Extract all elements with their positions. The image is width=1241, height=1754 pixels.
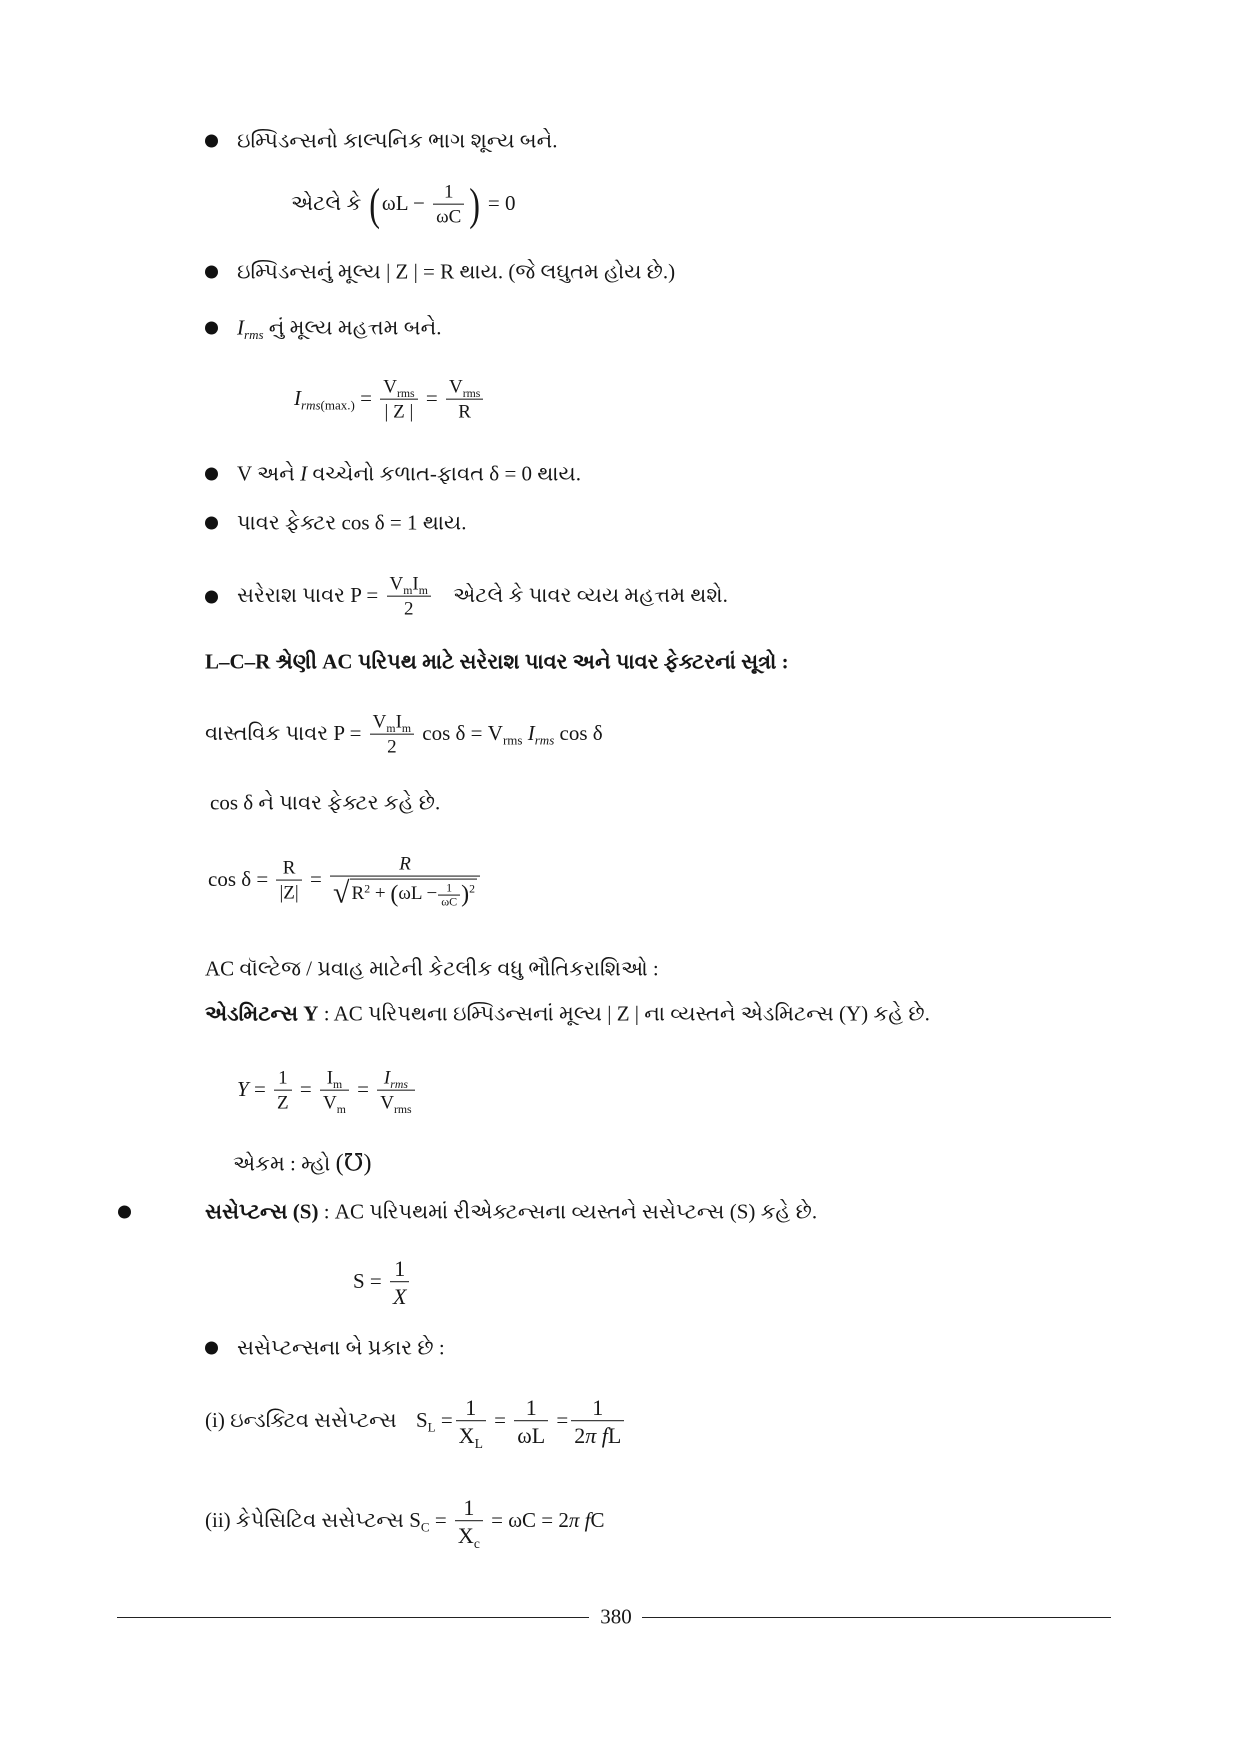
bullet-icon [205,468,218,481]
unit-text: એકમ : મ્હો [233,1151,331,1176]
bullet-item-text: સસેપ્ટન્સના બે પ્રકાર છે : [237,1335,445,1360]
subscript: rms [390,1077,408,1091]
math-expression: cos δ = 1 [341,510,418,535]
right-paren: ) [461,881,470,908]
numerator [446,377,483,399]
equals-sign: = [253,1076,266,1101]
bullet-item-irms-max [237,315,442,340]
section-heading [205,649,789,674]
current-symbol: I [326,1067,334,1089]
bullet-item-text: એટલે કે પાવર વ્યય મહત્તમ થશે. [453,582,728,607]
subscript: rms [393,1102,412,1116]
numerator: 1 [592,1395,604,1421]
denominator: |Z| [276,880,301,905]
numerator: 1 [525,1395,537,1421]
fraction [387,574,431,621]
equation-lhs: P = [350,582,379,607]
bullet-icon [118,1206,131,1219]
bullet-item-text: થાય. [422,510,467,535]
subscript: m [401,721,412,735]
bullet-item-text: ઇમ્પિડન્સનો કાલ્પનિક ભાગ શૂન્ય બને. [237,128,558,153]
numerator: 1 [463,1495,475,1521]
resonance-condition-equation [291,179,516,230]
numerator: 1 [446,880,453,895]
current-symbol: I [395,711,402,733]
subscript: rms [396,386,415,400]
equals-sign: = [357,1076,369,1101]
math-expression: cos δ = V [422,720,503,745]
reactance-symbol: X [458,1423,475,1449]
fraction [390,1256,409,1310]
bullet-item-impedance-value [237,259,675,284]
paragraph-text: AC વૉલ્ટેજ / પ્રવાહ માટેની કેટલીક વધુ ભૌતિકરાશિઓ : [205,956,659,981]
denominator [377,1090,414,1115]
equals-sign: = [556,1407,569,1432]
fraction [370,712,414,759]
numerator [387,574,431,596]
more-quantities-intro [205,956,659,981]
bullet-item-average-power [237,574,728,621]
bullet-item-power-factor [237,510,466,535]
numerator: 1 [443,181,454,203]
irms-max-equation [294,377,486,424]
denominator: | Z | [380,399,417,424]
denominator: X [390,1282,409,1310]
math-expression: | Z | = R [386,259,455,284]
term-label: સસેપ્ટન્સ (S) [205,1199,319,1224]
admittance-symbol: Y [237,1076,249,1101]
admittance-unit [233,1150,372,1179]
subscript: rms [462,386,481,400]
definition-text: : AC પરિપથના ઇમ્પિડન્સનાં મૂલ્ય | Z | ના વ્યસ્તને એડમિટન્સ (Y) કહે છે. [323,1001,930,1026]
subscript-rms: rms [301,397,321,413]
fraction [456,1395,486,1452]
denominator: ωC [438,894,460,908]
two: 2 [574,1423,586,1449]
capacitance-symbol: C [590,1507,605,1532]
fraction [320,1068,349,1115]
current-symbol: I [527,720,535,745]
equation-lhs: P = [333,720,362,745]
subscript: m [403,583,413,597]
math-expression: = ωC = 2 [491,1507,569,1532]
definition-text: : AC પરિપથમાં રીએક્ટન્સના વ્યસ્તને સસેપ્ટન્સ (S) કહે છે. [323,1199,818,1224]
superscript: 2 [469,882,475,896]
equals-sign: = [299,1076,312,1101]
fraction [380,377,417,424]
susceptance-definition [205,1199,817,1224]
subscript: L [474,1436,483,1452]
bullet-item-text: સરેરાશ પાવર [237,582,346,607]
subscript: c [473,1536,480,1552]
fraction [446,377,483,424]
voltage-symbol: V [383,376,397,398]
numerator [377,1068,414,1090]
bullet-icon [205,591,218,604]
bullet-item-susceptance-types [237,1335,445,1360]
susceptance-symbol: S [409,1507,421,1532]
bullet-icon [205,135,218,148]
subscript: rms [534,732,555,748]
right-paren: ) [469,179,481,230]
fraction [276,858,301,905]
admittance-equation [237,1068,418,1115]
denominator [320,1090,349,1115]
left-paren: ( [368,179,380,230]
subscript: m [418,583,428,597]
subscript [301,397,355,412]
numerator: 1 [465,1395,477,1421]
numerator [320,1068,349,1090]
bullet-item-text: V અને [237,461,295,486]
subscript: C [420,1519,430,1535]
subscript-max: (max.) [320,397,355,413]
fraction [571,1395,624,1449]
numerator [370,712,414,734]
denominator: 2 [370,734,414,759]
equation-rhs: = 0 [487,190,516,215]
current-symbol: I [383,1067,391,1089]
subscript: m [386,721,396,735]
denominator: ωL [514,1421,548,1449]
bullet-icon [205,322,218,335]
footer-rule-right [642,1617,1111,1618]
fraction [377,1068,414,1115]
heading-text: L–C–R શ્રેણી AC પરિપથ માટે સરેરાશ પાવર અને પાવર ફેક્ટરનાં સૂત્રો : [205,649,789,674]
equation-lhs: S = [353,1268,382,1293]
math-expression: cos δ [210,790,254,815]
denominator [330,875,480,908]
numerator: R [399,853,411,875]
susceptance-symbol: S [415,1407,428,1432]
current-symbol: I [300,461,308,486]
equals-sign: = [425,385,438,410]
equation-lead-text: વાસ્તવિક પાવર [205,720,329,745]
bullet-item-imaginary-part [237,128,558,153]
subscript: m [336,1102,346,1116]
subscript: m [333,1077,343,1091]
math-expression: δ = 0 [489,461,533,486]
power-factor-equation [208,854,483,909]
subscript: rms [244,326,264,342]
bullet-item-text: થાય. (જે લઘુતમ હોય છે.) [459,259,676,284]
susceptance-equation [353,1256,412,1310]
page-number: 380 [600,1604,632,1629]
left-paren: ( [390,881,399,908]
denominator: 2 [387,596,431,621]
bullet-icon [205,1342,218,1355]
denominator [571,1421,624,1449]
bullet-item-text: નું મૂલ્ય મહત્તમ બને. [268,315,442,340]
bullet-item-text: વચ્ચેનો કળાત-ફાવત [312,461,485,486]
pi-f: π f [585,1423,608,1449]
radicand [350,879,477,908]
denominator: R [446,399,483,424]
voltage-symbol: V [372,711,387,733]
current-symbol: I [294,385,301,410]
fraction [274,1068,292,1115]
subscript: L [427,1419,436,1435]
denominator: ωC [433,204,464,229]
mho-symbol: (℧) [335,1150,372,1177]
voltage-symbol: V [448,376,463,398]
pi-f: π f [568,1507,591,1532]
definition-text: ને પાવર ફેક્ટર કહે છે. [258,790,441,815]
power-factor-definition [210,790,440,815]
numerator: 1 [394,1256,406,1282]
numerator: 1 [278,1067,288,1089]
current-symbol: I [412,573,419,595]
fraction [455,1495,483,1552]
bullet-item-text: થાય. [537,461,581,486]
superscript: 2 [364,882,371,896]
inductive-susceptance-equation [205,1395,627,1452]
numerator [380,377,417,399]
equation-lhs: cos δ = [208,866,269,891]
voltage-symbol: V [322,1092,337,1114]
footer-rule-left [117,1617,589,1618]
item-label: (i) ઇન્ડક્ટિવ સસેપ્ટન્સ [205,1407,397,1432]
radical-sign: √ [333,876,350,910]
equals-sign: = [494,1407,506,1432]
equals-sign: = [434,1507,447,1532]
fraction [433,182,464,229]
capacitive-susceptance-equation [205,1495,605,1552]
subscript: rms [502,732,523,748]
equation-lead-text: એટલે કે [291,190,362,215]
bullet-icon [205,517,218,530]
fraction [514,1395,548,1449]
omega-l-term: ωL − [398,883,438,905]
bullet-icon [205,266,218,279]
admittance-definition [205,1001,930,1026]
numerator: R [282,857,296,879]
denominator [455,1521,483,1552]
voltage-symbol: V [389,573,404,595]
fraction [330,854,480,909]
omega-l-term: ωL − [381,190,425,215]
item-label: (ii) કેપેસિટિવ સસેપ્ટન્સ [205,1507,404,1532]
plus-sign: + [374,883,386,905]
equals-sign: = [309,866,322,891]
resistance-symbol: R [351,883,365,905]
equals-sign: = [440,1407,453,1432]
bullet-item-text: પાવર ફેક્ટર [237,510,337,535]
fraction [438,882,460,908]
equals-sign: = [360,385,372,410]
term-label: એડમિટન્સ Y [205,1001,319,1026]
denominator [456,1421,486,1452]
denominator: Z [274,1090,292,1115]
current-symbol: I [237,315,244,340]
real-power-equation [205,712,603,759]
bullet-item-text: ઇમ્પિડન્સનું મૂલ્ય [237,259,381,284]
math-expression: cos δ [559,720,603,745]
bullet-item-phase-difference [237,461,581,486]
inductance-symbol: L [607,1423,622,1449]
voltage-symbol: V [380,1092,394,1114]
reactance-symbol: X [457,1523,474,1549]
